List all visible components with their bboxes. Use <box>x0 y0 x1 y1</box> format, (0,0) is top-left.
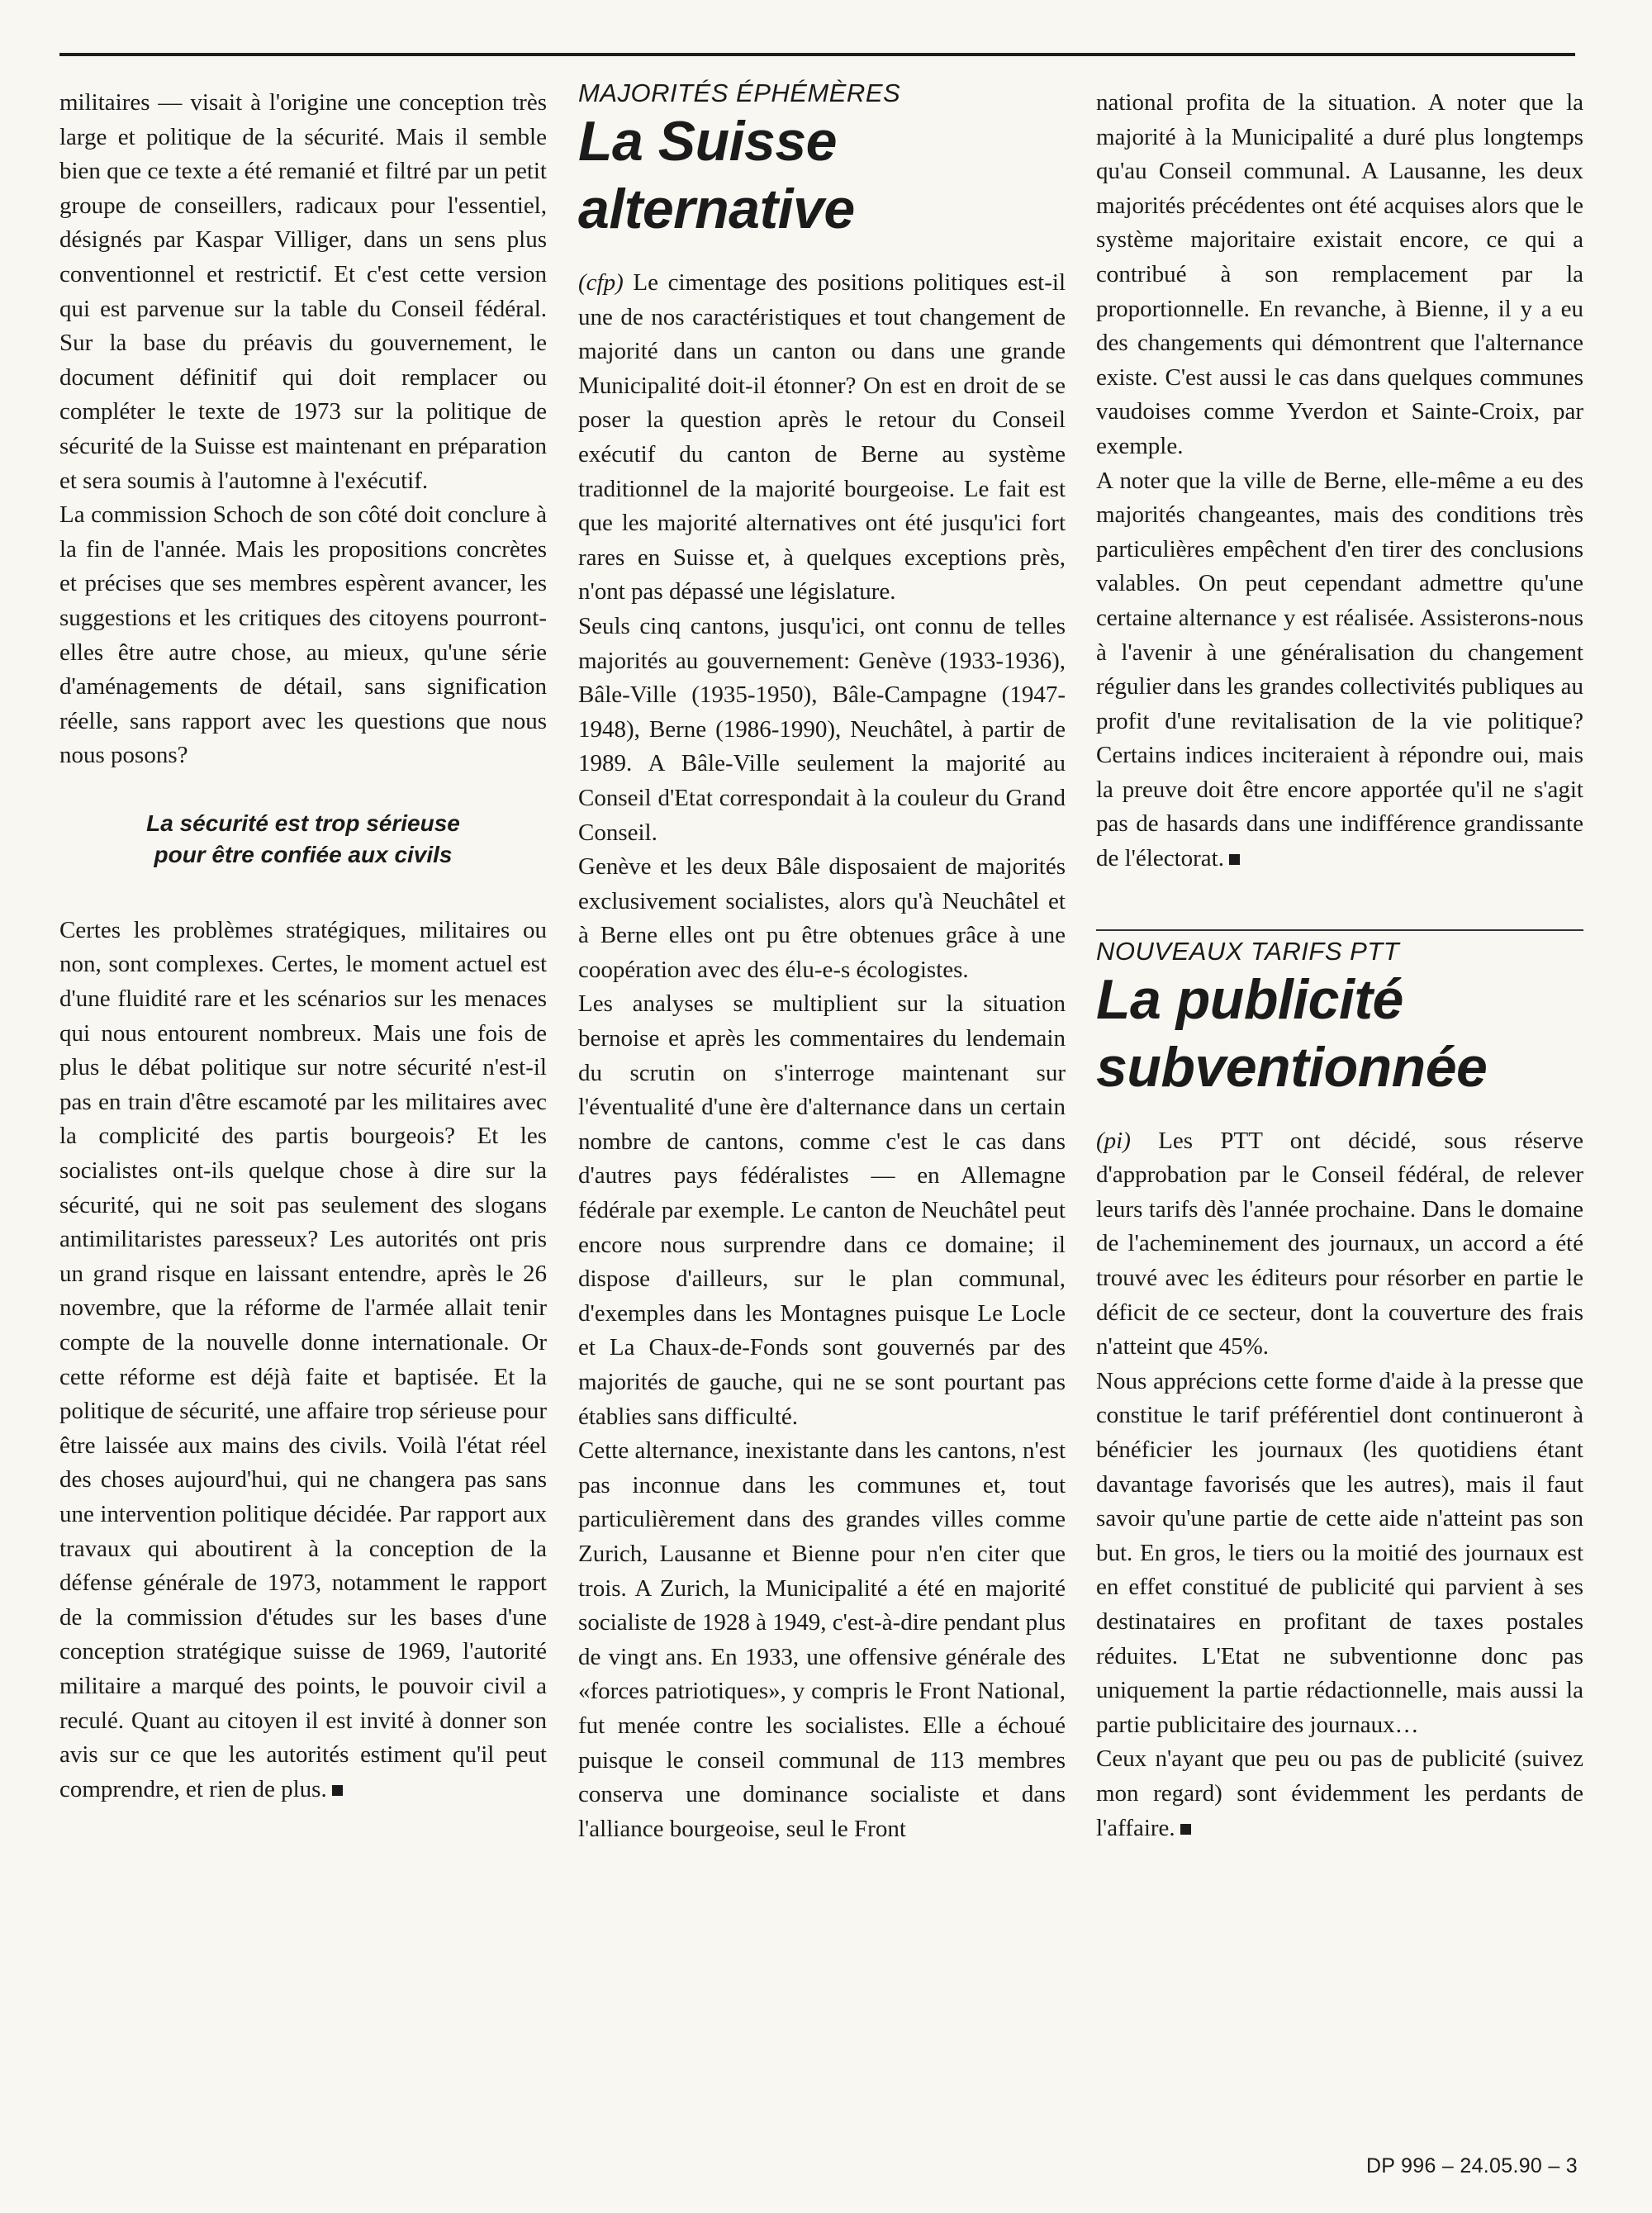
col1-paragraph-3-text: Certes les problèmes stratégiques, militaires ou non, sont complexes. Certes, le moment actuel est d'une fluidité rare et les scénarios sur les menaces qui nous entourent nombreux. Mais une fois de plus le débat politique sur notre sécurité n'est-il pas en train d'être escamoté par les militaires avec la complicité des partis bourgeois? Et les socialistes ont-ils quelque chose à dire sur la sécurité, qui ne soit pas seulement des slogans antimilitaristes paresseux? Les autorités ont pris un grand risque en laissant entendre, après le 26 novembre, que la réforme de l'armée allait tenir compte de la nouvelle donne internationale. Or cette réforme est déjà faite et baptisée. Et la politique de sécurité, une affaire trop sérieuse pour être laissée aux mains des civils. Voilà l'état réel des choses aujourd'hui, qui ne changera pas sans une intervention politique décidée. Par rapport aux travaux qui aboutirent à la conception de la défense générale de 1973, notamment le rapport de la commission d'études sur les bases d'une conception stratégique suisse de 1969, l'autorité militaire a marqué des points, le pouvoir civil a reculé. Quant au citoyen il est invité à donner son avis sur ce que les autorités estiment qu'il peut comprendre, et rien de plus. <box>59 916 547 1802</box>
subheading <box>59 808 547 871</box>
col3-paragraph-2-text: A noter que la ville de Berne, elle-même a eu des majorités changeantes, mais des conditions très particulières empêchent d'en tirer des conclusions valables. On peut cependant admettre qu'une certaine alternance y est réalisée. Assisterons-nous à l'avenir à une généralisation du changement régulier dans les grandes collectivités publiques au profit d'une revitalisation de la vie politique? Certains indices inciteraient à répondre oui, mais la preuve doit être encore apportée qu'il ne s'agit pas de hasards dans une indifférence grandissante de l'électorat. <box>1096 467 1583 872</box>
article2-headline <box>1096 966 1583 1101</box>
article1-kicker: MAJORITÉS ÉPHÉMÈRES <box>578 78 901 107</box>
article-separator <box>1096 929 1583 931</box>
article1-headline-line-1: La Suisse <box>578 110 837 173</box>
col1-paragraph-3 <box>59 914 547 1807</box>
article1-byline: (cfp) <box>578 269 624 296</box>
article2-paragraph-3-text: Ceux n'ayant que peu ou pas de publicité (suivez mon regard) sont évidemment les perdants de l'affaire. <box>1096 1745 1583 1841</box>
article2-headline-line-1: La publicité <box>1096 967 1403 1031</box>
article1-paragraph-1-text: Le cimentage des positions politiques est-il une de nos caractéristiques et tout changement de majorité dans un canton ou dans une grande Municipalité doit-il étonner? On est en droit de se poser la question après le retour du Conseil exécutif du canton de Berne au système traditionnel de la majorité bourgeoise. Le fait est que les majorité alternatives ont été jusqu'ici fort rares en Suisse et, à quelques exceptions près, n'ont pas dépassé une législature. <box>578 269 1066 605</box>
article1-headline <box>578 107 1066 243</box>
article2-byline: (pi) <box>1096 1127 1131 1154</box>
article1-paragraph-2: Seuls cinq cantons, jusqu'ici, ont connu de telles majorités au gouvernement: Genève (1933-1936), Bâle-Ville (1935-1950), Bâle-Campagne (1947-1948), Berne (1986-1990), Neuchâtel, à partir de 1989. A Bâle-Ville seulement la majorité au Conseil d'Etat correspondait à la couleur du Grand Conseil. <box>578 612 1066 846</box>
article2-headline-line-2: subventionnée <box>1096 1035 1488 1099</box>
end-mark-icon <box>1180 1824 1191 1835</box>
subheading-line-1: La sécurité est trop sérieuse <box>146 810 460 836</box>
col3-paragraph-1: national profita de la situation. A noter que la majorité à la Municipalité a duré plus longtemps qu'au Conseil communal. A Lausanne, les deux majorités précédentes ont été acquises alors que le système majoritaire existait encore, ce qui a contribué à son remplacement par la proportionnelle. En revanche, à Bienne, il y a eu des changements qui démontrent que l'alternance existe. C'est aussi le cas dans quelques communes vaudoises comme Yverdon et Sainte-Croix, par exemple. <box>1096 89 1583 459</box>
article1-paragraph-4: Les analyses se multiplient sur la situation bernoise et après les commentaires du lendemain du scrutin on s'interroge maintenant sur l'éventualité d'une ère d'alternance dans un certain nombre de cantons, comme c'est le cas dans d'autres pays fédéralistes — en Allemagne fédérale par exemple. Le canton de Neuchâtel peut encore nous surprendre dans ce domaine; il dispose d'ailleurs, sur le plan communal, d'exemples dans les Montagnes puisque Le Locle et La Chaux-de-Fonds sont gouvernés par des majorités de gauche, qui ne se sont pourtant pas établies sans difficulté. <box>578 990 1066 1430</box>
article2-paragraph-1 <box>1096 1124 1583 1365</box>
page-footer: DP 996 – 24.05.90 – 3 <box>1365 2154 1578 2177</box>
col1-paragraph-1: militaires — visait à l'origine une conception très large et politique de la sécurité. Mais il semble bien que ce texte a été remanié et filtré par un petit groupe de conseillers, radicaux pour l'essentiel, désignés par Kaspar Villiger, dans un sens plus conventionnel et restrictif. Et c'est cette version qui est parvenue sur la table du Conseil fédéral. Sur la base du préavis du gouvernement, le document définitif qui doit remplacer ou compléter le texte de 1973 sur la politique de sécurité de la Suisse est maintenant en préparation et sera soumis à l'automne à l'exécutif. <box>59 89 547 494</box>
top-rule <box>59 53 1575 56</box>
column-middle <box>578 79 1066 1846</box>
column-left <box>59 86 547 1807</box>
article2-paragraph-3 <box>1096 1742 1583 1845</box>
article1-paragraph-5: Cette alternance, inexistante dans les cantons, n'est pas inconnue dans les communes et, tout particulièrement dans des grandes villes comme Zurich, Lausanne et Bienne pour n'en citer que trois. A Zurich, la Municipalité a été en majorité socialiste de 1928 à 1949, c'est-à-dire pendant plus de vingt ans. En 1933, une offensive générale des «forces patriotiques», y compris le Front National, fut menée contre les socialistes. Elle a échoué puisque le conseil communal de 113 membres conserva une dominance socialiste et dans l'alliance bourgeoise, seul le Front <box>578 1437 1066 1842</box>
subheading-line-2: pour être confiée aux civils <box>154 841 453 867</box>
column-right <box>1096 86 1583 1845</box>
col3-paragraph-2 <box>1096 464 1583 876</box>
article2-paragraph-1-text: Les PTT ont décidé, sous réserve d'approbation par le Conseil fédéral, de relever leurs tarifs dès l'année prochaine. Dans le domaine de l'acheminement des journaux, un accord a été trouvé avec les éditeurs pour résorber en partie le déficit de ce secteur, dont la couverture des frais n'atteint que 45%. <box>1096 1127 1583 1361</box>
article1-paragraph-3: Genève et les deux Bâle disposaient de majorités exclusivement socialistes, alors qu'à Neuchâtel et à Berne elles ont pu être obtenues grâce à une coopération avec des élu-e-s écologistes. <box>578 853 1066 983</box>
article2-kicker: NOUVEAUX TARIFS PTT <box>1096 936 1400 966</box>
col1-paragraph-2: La commission Schoch de son côté doit conclure à la fin de l'année. Mais les propositions concrètes et précises que ses membres espèrent avancer, les suggestions et les critiques des citoyens pourront-elles être autre chose, au mieux, qu'une série d'aménagements de détail, sans signification réelle, sans rapport avec les questions que nous nous posons? <box>59 501 547 769</box>
end-mark-icon <box>1229 854 1240 865</box>
article1-headline-line-2: alternative <box>578 178 855 240</box>
article2-paragraph-2: Nous apprécions cette forme d'aide à la presse que constitue le tarif préférentiel dont continueront à bénéficier les journaux (les quotidiens étant davantage favorisés que les autres), mais il faut savoir qu'une partie de cette aide n'atteint pas son but. En gros, le tiers ou la moitié des journaux est en effet constitué de publicité qui parvient à ses destinataires en profitant de taxes postales réduites. L'Etat ne subventionne donc pas uniquement la partie rédactionnelle, mais aussi la partie publicitaire des journaux… <box>1096 1367 1583 1738</box>
end-mark-icon <box>332 1785 343 1796</box>
article1-paragraph-1 <box>578 266 1066 610</box>
